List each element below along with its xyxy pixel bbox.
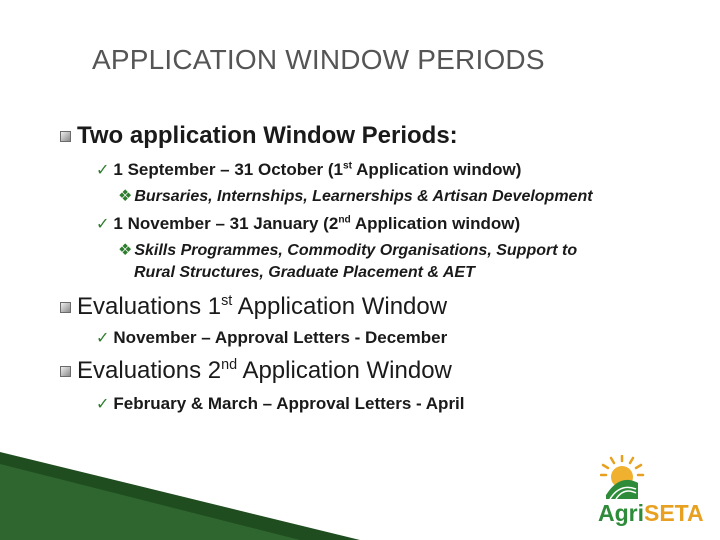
sun-field-icon [600, 455, 660, 501]
checkmark-icon: ✓ [96, 162, 110, 179]
square-bullet-icon [60, 366, 71, 377]
bullet-text: Two application Window Periods: [77, 122, 458, 149]
logo-wordmark: AgriSETA [598, 500, 704, 526]
bullet-level1 [60, 122, 458, 150]
checkmark-icon: ✓ [96, 330, 110, 347]
bullet-level2 [96, 394, 465, 414]
bullet-text: February & March – Approval Letters - April [113, 394, 465, 413]
square-bullet-icon [60, 131, 71, 142]
bullet-level1 [60, 357, 452, 385]
bullet-text: 1 September – 31 October (1st Application window) [113, 160, 522, 179]
diamond-bullet-icon: ❖ [118, 188, 133, 205]
checkmark-icon: ✓ [96, 396, 110, 413]
bullet-level2 [96, 160, 521, 180]
bullet-text-continued: Rural Structures, Graduate Placement & AET [134, 264, 475, 281]
bullet-level2 [96, 328, 447, 348]
diamond-bullet-icon: ❖ [118, 242, 133, 259]
slide-title: APPLICATION WINDOW PERIODS [92, 44, 545, 75]
agriseta-logo [598, 455, 708, 527]
bullet-level3 [118, 186, 678, 208]
bullet-text: November – Approval Letters - December [113, 328, 448, 347]
bullet-level3 [118, 240, 678, 284]
checkmark-icon: ✓ [96, 216, 110, 233]
bullet-text: Bursaries, Internships, Learnerships & Artisan Development [134, 188, 593, 205]
bullet-level2 [96, 214, 520, 234]
bullet-level1 [60, 293, 447, 321]
bullet-text: Evaluations 1st Application Window [77, 293, 448, 320]
square-bullet-icon [60, 302, 71, 313]
bullet-text: Evaluations 2nd Application Window [77, 357, 452, 384]
bullet-text: Skills Programmes, Commodity Organisations, Support to [134, 242, 578, 259]
bullet-text: 1 November – 31 January (2nd Application window) [113, 214, 521, 233]
